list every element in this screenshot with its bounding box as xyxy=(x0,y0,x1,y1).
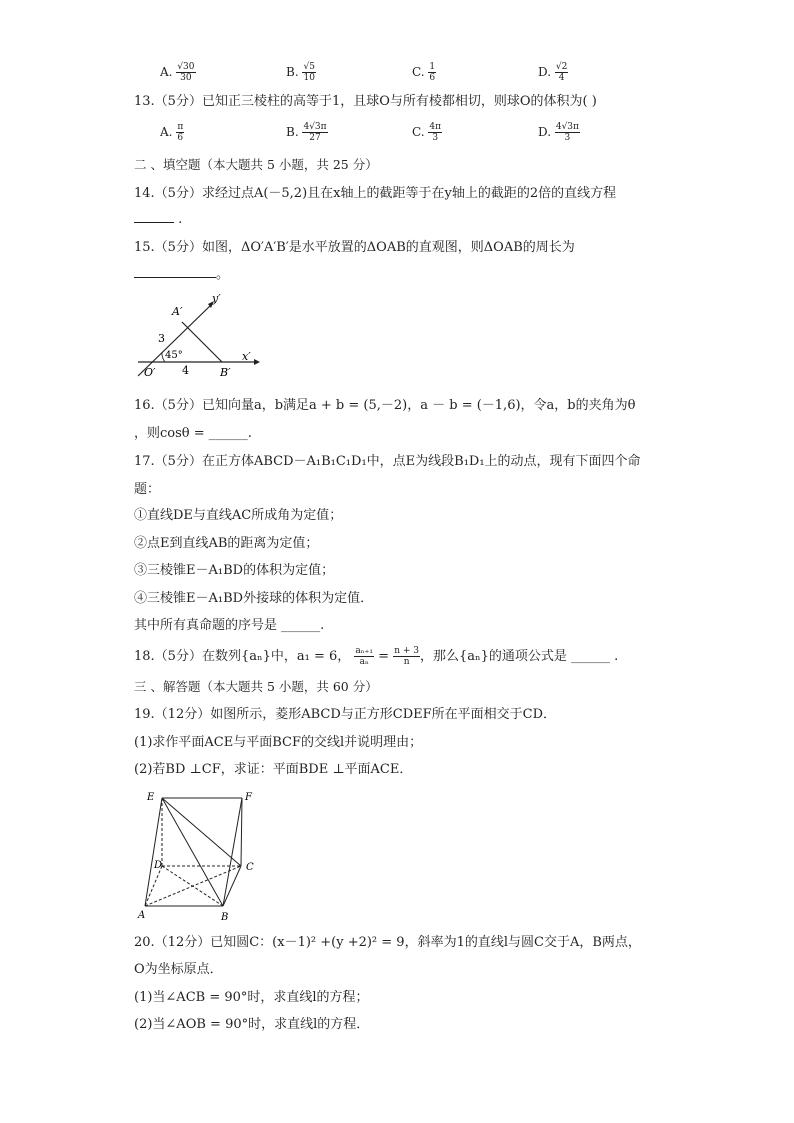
figure-oblique-triangle xyxy=(132,292,262,380)
fraction: $\frac{√30}{30}$ xyxy=(177,62,195,83)
q19-part-1: (1)求作平面ACE与平面BCF的交线l并说明理由； xyxy=(134,735,423,750)
q17-stem-cont: 题： xyxy=(134,482,161,497)
q12-option-a: A. $\frac{√30}{30}$ xyxy=(160,62,195,83)
label-b: B xyxy=(221,912,229,923)
label-x: x′ xyxy=(242,350,251,363)
q17-proposition-2: ②点E到直线AB的距离为定值； xyxy=(134,536,319,551)
figure-rhombus-square xyxy=(135,788,265,924)
edge-ea xyxy=(145,798,162,906)
q17-question: 其中所有真命题的序号是 ______. xyxy=(134,618,325,633)
label-b: B′ xyxy=(220,366,231,379)
q12-option-b: B. $\frac{√5}{10}$ xyxy=(286,62,315,83)
q20-part-1: (1)当∠ACB = 90°时，求直线l的方程； xyxy=(134,990,369,1005)
label-side-4: 4 xyxy=(182,364,189,377)
fraction: $\frac{√5}{10}$ xyxy=(303,62,315,83)
edge-fc xyxy=(241,798,242,866)
answer-blank[interactable] xyxy=(134,265,216,278)
q14-stem: 14.（5分）求经过点A(－5,2)且在x轴上的截距等于在y轴上的截距的2倍的直线方程 xyxy=(134,186,617,201)
fraction: $\frac{\pi}{6}$ xyxy=(177,122,184,143)
q12-option-d: D. $\frac{√2}{4}$ xyxy=(538,62,568,83)
q14-answer-line: . xyxy=(134,210,182,229)
label-y: y′ xyxy=(212,292,221,305)
label-d: D xyxy=(154,860,163,871)
q17-proposition-3: ③三棱锥E－A₁BD的体积为定值； xyxy=(134,563,335,578)
q16-answer-line: ，则cosθ = ______. xyxy=(134,426,252,441)
q19-stem: 19.（12分）如图所示，菱形ABCD与正方形CDEF所在平面相交于CD． xyxy=(134,707,557,722)
q13-option-b: B. $\frac{4√3\pi}{27}$ xyxy=(286,122,327,143)
label-angle: 45° xyxy=(165,350,183,361)
fraction-rhs: $\frac{n + 3}{n}$ xyxy=(394,646,419,667)
edge-eb xyxy=(162,798,223,906)
label-f: F xyxy=(245,792,252,803)
segment-ab xyxy=(182,322,222,362)
q19-part-2: (2)若BD ⊥CF，求证：平面BDE ⊥平面ACE． xyxy=(134,762,413,777)
fraction-ratio: $\frac{\text{aₙ₊₁}}{\text{aₙ}}$ xyxy=(355,646,374,667)
q17-stem: 17.（5分）在正方体ABCD－A₁B₁C₁D₁中，点E为线段B₁D₁上的动点，现有下面四个命 xyxy=(134,454,641,469)
q15-answer-line: 。 xyxy=(134,265,229,284)
q13-option-c: C. $\frac{4\pi}{3}$ xyxy=(412,122,442,143)
edge-ec xyxy=(162,798,241,866)
fraction: $\frac{4√3\pi}{27}$ xyxy=(303,122,327,143)
label-e: E xyxy=(147,792,155,803)
q17-proposition-1: ①直线DE与直线AC所成角为定值； xyxy=(134,508,343,523)
label-a: A xyxy=(138,910,146,921)
label-side-3: 3 xyxy=(158,332,165,345)
label-o: O′ xyxy=(144,366,156,379)
section-heading-solutions: 三 、解答题（本大题共 5 小题，共 60 分） xyxy=(134,679,378,694)
q20-stem-cont: O为坐标原点． xyxy=(134,962,223,977)
fraction: $\frac{4√3\pi}{3}$ xyxy=(555,122,579,143)
fraction: $\frac{√2}{4}$ xyxy=(555,62,568,83)
answer-blank[interactable] xyxy=(134,210,174,223)
fraction: $\frac{4\pi}{3}$ xyxy=(429,122,442,143)
q18-stem: 18.（5分）在数列{aₙ}中，a₁ = 6， $\frac{\text{aₙ₊₁}}{\text{aₙ}}$ = $\frac{n + 3}{n}$ ，那么{aₙ}的通项公式是 ______ . xyxy=(134,646,619,667)
x-axis-arrow xyxy=(254,359,260,365)
label-a: A′ xyxy=(172,305,183,318)
q16-stem: 16.（5分）已知向量a，b满足a + b = (5,－2)，a － b = (－1,6)，令a，b的夹角为θ xyxy=(134,398,636,413)
section-heading-fill-in: 二 、填空题（本大题共 5 小题，共 25 分） xyxy=(134,157,378,172)
q20-part-2: (2)当∠AOB = 90°时，求直线l的方程． xyxy=(134,1017,370,1032)
q13-option-a: A. $\frac{\pi}{6}$ xyxy=(160,122,184,143)
label-c: C xyxy=(246,862,254,873)
q13-stem: 13.（5分）已知正三棱柱的高等于1，且球O与所有棱都相切，则球O的体积为( ) xyxy=(134,94,597,109)
q12-option-c: C. $\frac{1}{6}$ xyxy=(412,62,436,83)
q17-proposition-4: ④三棱锥E－A₁BD外接球的体积为定值． xyxy=(134,591,374,606)
edge-fb xyxy=(223,798,242,906)
fraction: $\frac{1}{6}$ xyxy=(429,62,436,83)
q13-option-d: D. $\frac{4√3\pi}{3}$ xyxy=(538,122,579,143)
q20-stem: 20.（12分）已知圆C：(x－1)² +(y +2)² = 9，斜率为1的直线l与圆C交于A，B两点， xyxy=(134,935,641,950)
q15-stem: 15.（5分）如图，ΔO′A′B′是水平放置的ΔOAB的直观图，则ΔOAB的周长为 xyxy=(134,240,575,255)
